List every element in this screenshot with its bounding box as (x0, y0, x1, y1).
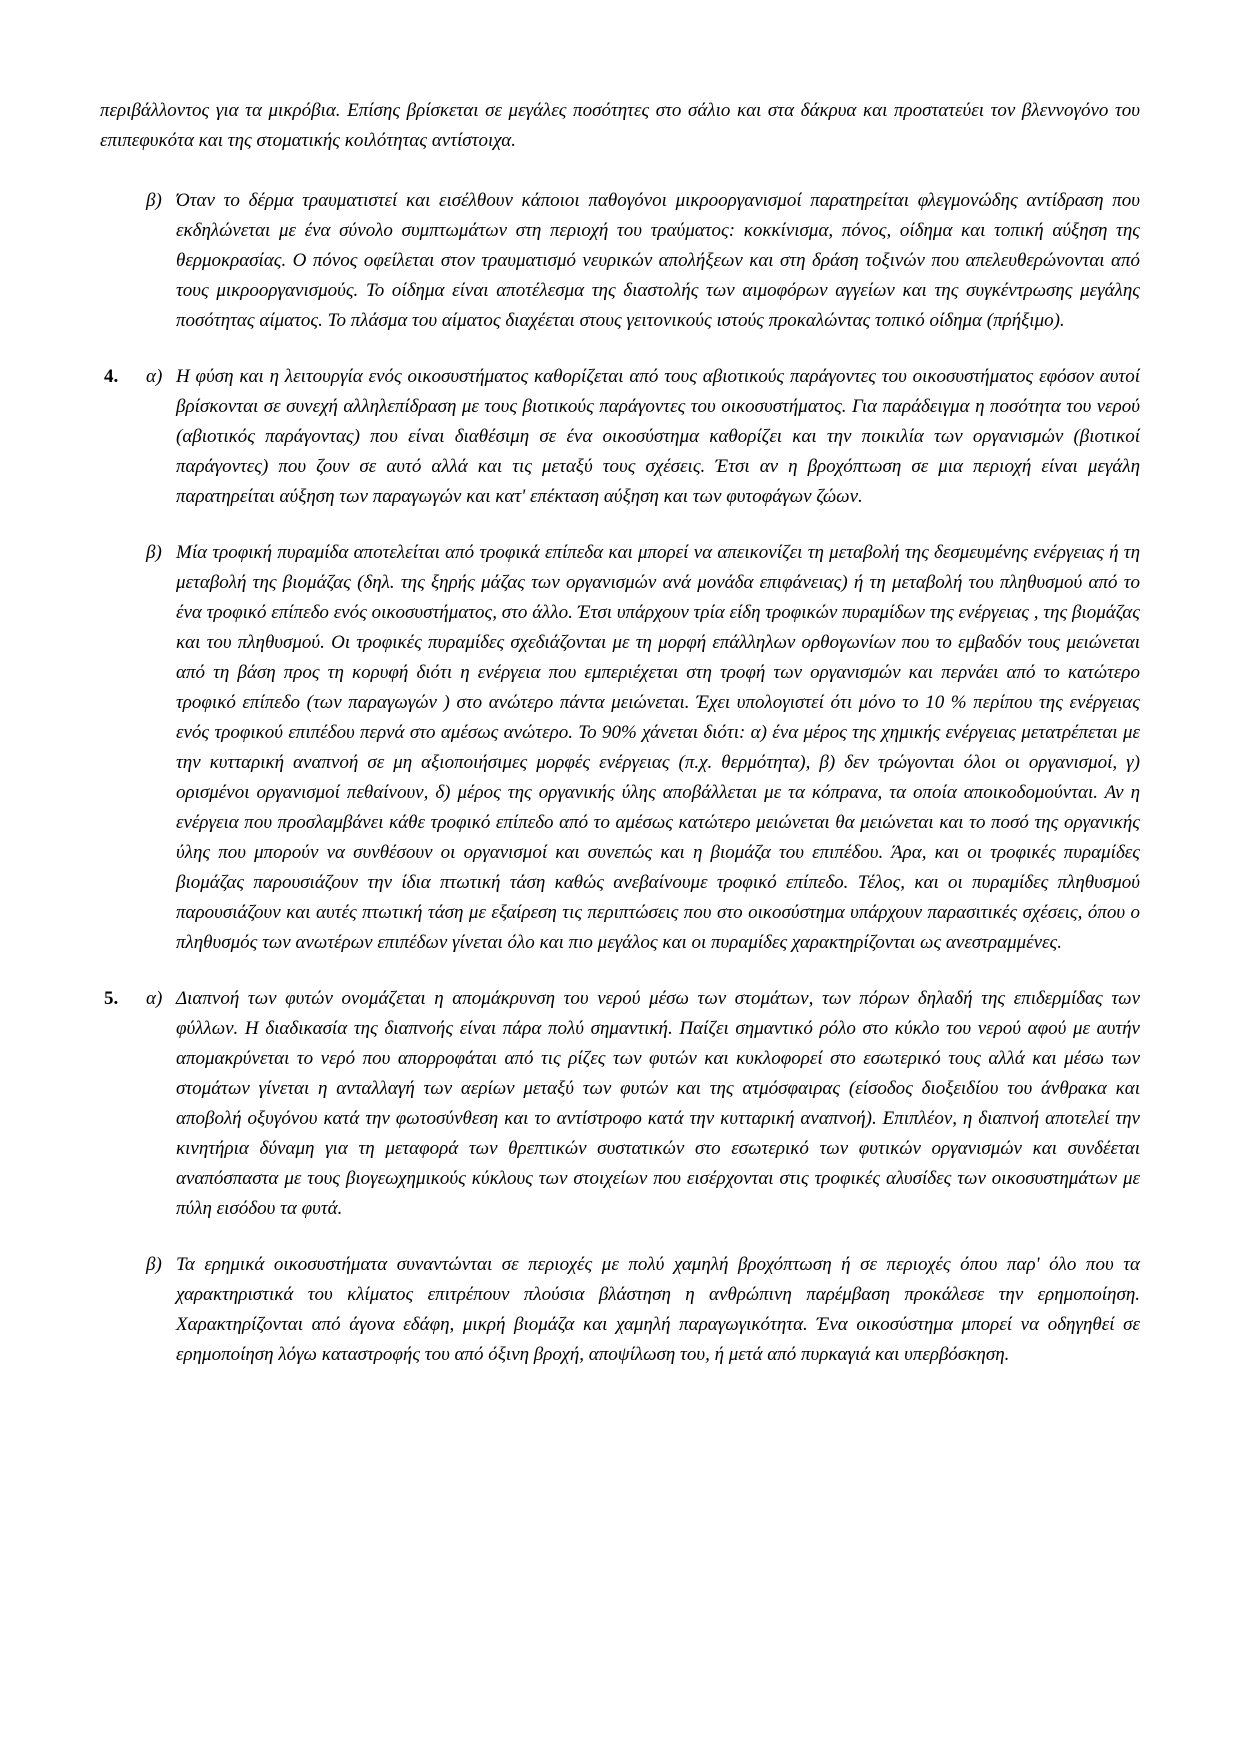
item-number: 5. (104, 988, 119, 1009)
paragraph-text: Μία τροφική πυραμίδα αποτελείται από τροφικά επίπεδα και μπορεί να απεικονίζει τη μεταβολή της δεσμευμένης ενέργειας ή τη μεταβολή της βιομάζας (δηλ. της ξηρής μάζας των οργανισμών ανά μονάδα επιφάνειας) ή τη μεταβολή του πληθυσμού από το ένα τροφικό επίπεδο ενός οικοσυστήματος, στο άλλο. Έτσι υπάρχουν τρία είδη τροφικών πυραμίδων της ενέργειας , της βιομάζας και του πληθυσμού. Οι τροφικές πυραμίδες σχεδιάζονται με τη μορφή επάλληλων ορθογωνίων που το εμβαδόν τους μειώνεται από τη βάση προς τη κορυφή διότι η ενέργεια που εμπεριέχεται στη τροφή των οργανισμών και περνάει από το κατώτερο τροφικό επίπεδο (των παραγωγών ) στο ανώτερο πάντα μειώνεται. Έχει υπολογιστεί ότι μόνο το 10 % περίπου της ενέργειας ενός τροφικού επιπέδου περνά στο αμέσως ανώτερο. Το 90% χάνεται διότι: α) ένα μέρος της χημικής ενέργειας μετατρέπεται με την κυτταρική αναπνοή σε μη αξιοποιήσιμες μορφές ενέργειας (π.χ. θερμότητα), β) δεν τρώγονται όλοι οι οργανισμοί, γ) ορισμένοι οργανισμοί πεθαίνουν, δ) μέρος της οργανικής ύλης αποβάλλεται με τα κόπρανα, τα οποία αποικοδομούνται. Αν η ενέργεια που προσλαμβάνει κάθε τροφικό επίπεδο από το αμέσως κατώτερο μειώνεται θα μειώνεται και το ποσό της οργανικής ύλης που μπορούν να συνθέσουν οι οργανισμοί και συνεπώς και η βιομάζα του επιπέδου. Άρα, και οι τροφικές πυραμίδες βιομάζας παρουσιάζουν την ίδια πτωτική τάση καθώς ανεβαίνουμε τροφικό επίπεδο. Τέλος, και οι πυραμίδες πληθυσμού παρουσιάζουν και αυτές πτωτική τάση με εξαίρεση τις περιπτώσεις που στο οικοσύστημα υπάρχουν παρασιτικές σχέσεις, όπου ο πληθυσμός των ανωτέρων επιπέδων γίνεται όλο και πιο μεγάλος και οι πυραμίδες χαρακτηρίζονται ως ανεστραμμένες. (176, 542, 1140, 953)
item-marker: β) (146, 542, 162, 563)
paragraph-text: Τα ερημικά οικοσυστήματα συναντώνται σε περιοχές με πολύ χαμηλή βροχόπτωση ή σε περιοχές όπου παρ' όλο που τα χαρακτηριστικά του κλίματος επιτρέπουν πλούσια βλάστηση η ανθρώπινη παρέμβαση προκάλεσε την ερημοποίηση. Χαρακτηρίζονται από άγονα εδάφη, μικρή βιομάζα και χαμηλή παραγωγικότητα. Ένα οικοσύστημα μπορεί να οδηγηθεί σε ερημοποίηση λόγω καταστροφής του από όξινη βροχή, αποψίλωση του, ή μετά από πυρκαγιά και υπερβόσκηση. (176, 1254, 1140, 1365)
document-body (100, 96, 1140, 1370)
item-marker: α) (146, 366, 163, 387)
paragraph-text: Όταν το δέρμα τραυματιστεί και εισέλθουν κάποιοι παθογόνοι μικροοργανισμοί παρατηρείται φλεγμονώδης αντίδραση που εκδηλώνεται με ένα σύνολο συμπτωμάτων στη περιοχή του τραύματος: κοκκίνισμα, πόνος, οίδημα και τοπική αύξηση της θερμοκρασίας. Ο πόνος οφείλεται στον τραυματισμό νευρικών απολήξεων και στη δράση τοξινών που απελευθερώνονται από τους μικροοργανισμούς. Το οίδημα είναι αποτέλεσμα της διαστολής των αιμοφόρων αγγείων και της συγκέντρωσης μεγάλης ποσότητας αίματος. Το πλάσμα του αίματος διαχέεται στους γειτονικούς ιστούς προκαλώντας τοπικό οίδημα (πρήξιμο). (176, 190, 1140, 331)
item-marker: α) (146, 988, 163, 1009)
paragraph-text: περιβάλλοντος για τα μικρόβια. Επίσης βρίσκεται σε μεγάλες ποσότητες στο σάλιο και στα δάκρυα και προστατεύει τον βλεννογόνο του επιπεφυκότα και της στοματικής κοιλότητας αντίστοιχα. (100, 100, 1140, 151)
item-marker: β) (146, 190, 162, 211)
paragraph-item-5-alpha (100, 984, 1140, 1224)
paragraph-item-4-alpha (100, 362, 1140, 512)
paragraph-text: Διαπνοή των φυτών ονομάζεται η απομάκρυνση του νερού μέσω των στομάτων, των πόρων δηλαδή της επιδερμίδας των φύλλων. Η διαδικασία της διαπνοής είναι πάρα πολύ σημαντική. Παίζει σημαντικό ρόλο στο κύκλο του νερού αφού με αυτήν απομακρύνεται το νερό που απορροφάται από τις ρίζες των φυτών και κυκλοφορεί στο εσωτερικό τους αλλά και μέσω των στομάτων γίνεται η ανταλλαγή των αερίων μεταξύ των φυτών και της ατμόσφαιρας (είσοδος διοξειδίου του άνθρακα και αποβολή οξυγόνου κατά την φωτοσύνθεση και το αντίστροφο κατά την κυτταρική αναπνοή). Επιπλέον, η διαπνοή αποτελεί την κινητήρια δύναμη για τη μεταφορά των θρεπτικών συστατικών στο εσωτερικό των φυτικών οργανισμών και συνδέεται αναπόσπαστα με τους βιογεωχημικούς κύκλους των στοιχείων που εισέρχονται στις τροφικές αλυσίδες των οικοσυστημάτων με πύλη εισόδου τα φυτά. (176, 988, 1140, 1219)
paragraph-text: Η φύση και η λειτουργία ενός οικοσυστήματος καθορίζεται από τους αβιοτικούς παράγοντες του οικοσυστήματος εφόσον αυτοί βρίσκονται σε συνεχή αλληλεπίδραση με τους βιοτικούς παράγοντες του οικοσυστήματος. Για παράδειγμα η ποσότητα του νερού (αβιοτικός παράγοντας) που είναι διαθέσιμη σε ένα οικοσύστημα καθορίζει και την ποικιλία των οργανισμών (βιοτικοί παράγοντες) που ζουν σε αυτό αλλά και τις μεταξύ τους σχέσεις. Έτσι αν η βροχόπτωση σε μια περιοχή είναι μεγάλη παρατηρείται αύξηση των παραγωγών και κατ' επέκταση αύξηση και των φυτοφάγων ζώων. (176, 366, 1140, 507)
paragraph-item-3-beta (100, 186, 1140, 336)
paragraph-lead (100, 96, 1140, 156)
item-number: 4. (104, 366, 119, 387)
paragraph-item-5-beta (100, 1250, 1140, 1370)
paragraph-item-4-beta (100, 538, 1140, 958)
item-marker: β) (146, 1254, 162, 1275)
